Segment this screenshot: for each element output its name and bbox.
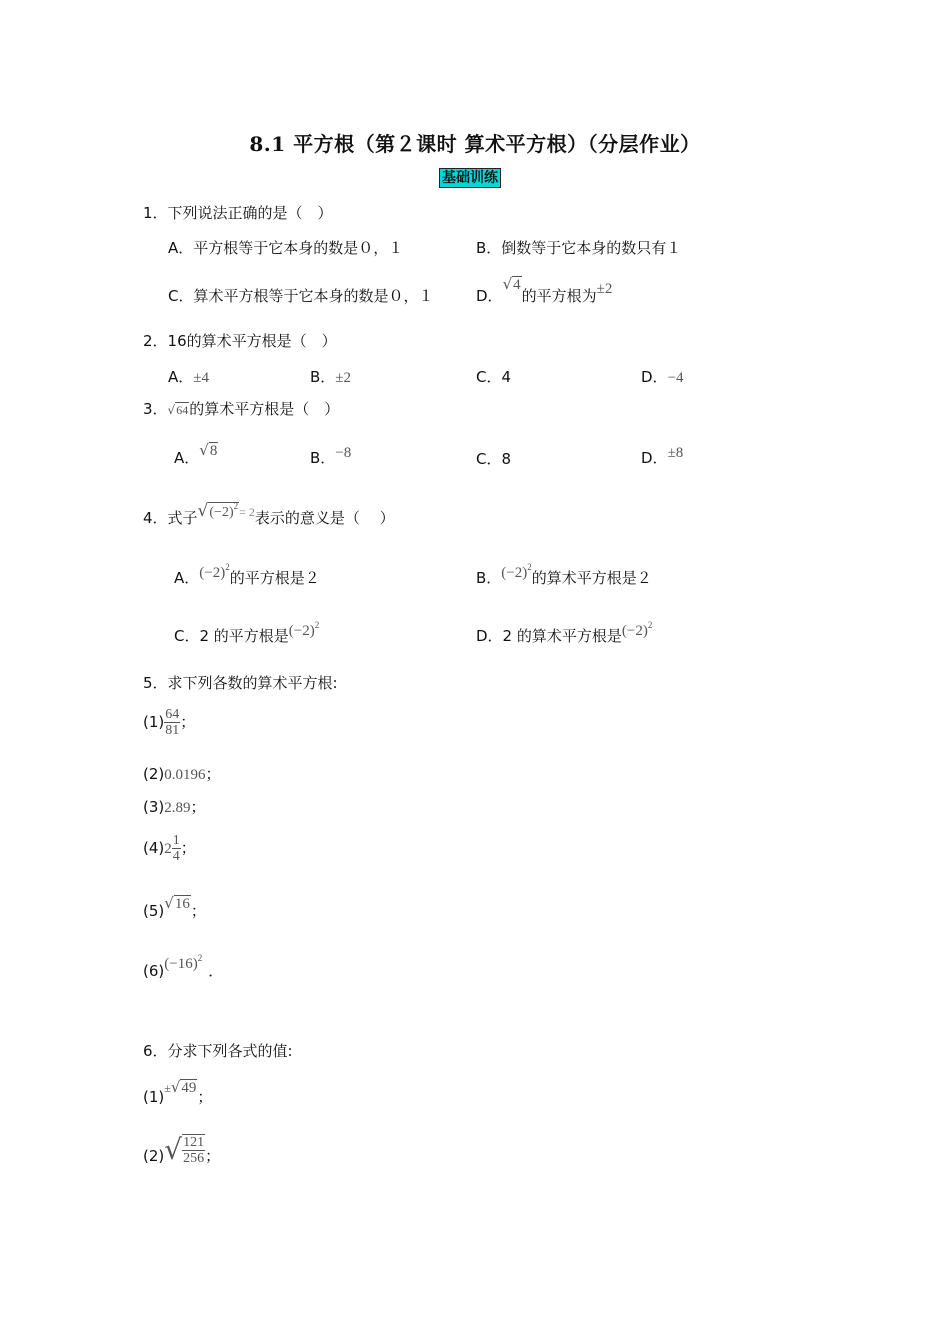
sqrt-expression: $√(-2)^2= 2$ [197, 501, 255, 521]
q4-option-d: D．2 的算术平方根是$(-2)^2$ [476, 620, 653, 645]
q2-stem: 2．16的算术平方根是（ ） [143, 332, 337, 350]
fraction: $\frac{64}{81}$ [165, 707, 180, 738]
q6-stem: 6．分求下列各式的值: [143, 1042, 293, 1060]
q5-item-5: (5)√16； [143, 894, 206, 920]
q5-item-1: (1) $\frac{64}{81}$ ； [143, 707, 196, 738]
q3-option-c: C．8 [476, 450, 512, 468]
q5-item-2: (2)0.0196； [143, 765, 221, 783]
q1-option-a: A．平方根等于它本身的数是０，１ [168, 239, 404, 257]
q2-option-c: C．4 [476, 368, 512, 386]
sqrt-expression: √4 [502, 275, 521, 293]
q4-option-c: C．2 的平方根是$(-2)^2$ [174, 620, 320, 645]
q6-item-1: (1)±√49； [143, 1078, 213, 1106]
q3-option-d: D．±8 [641, 445, 684, 467]
q2-option-b: B．±2 [310, 368, 352, 386]
q3-option-a: A．√8 [174, 441, 218, 467]
q5-item-6: $(6)(-16)^2$． [143, 953, 224, 980]
fraction: $\frac{1}{4}$ [172, 833, 180, 864]
q3-option-b: B．−8 [310, 445, 352, 467]
q1-option-c: C．算术平方根等于它本身的数是０，１ [168, 287, 434, 305]
fraction: $\frac{121}{256}$ [183, 1135, 205, 1166]
q4-option-b: B．$(-2)^2$的算术平方根是２ [476, 562, 652, 587]
q5-stem: 5．求下列各数的算术平方根: [143, 674, 338, 692]
q6-item-2: (2)√ $\frac{121}{256}$ ； [143, 1133, 221, 1166]
q2-option-d: D．−4 [641, 368, 684, 386]
q1-option-d: D．√4的平方根为±2 [476, 275, 613, 305]
page-title: 8.1 平方根（第２课时 算术平方根）（分层作业） [249, 132, 701, 156]
section-badge: 基础训练 [439, 168, 501, 188]
q4-stem: 4．式子$√(-2)^2= 2$表示的意义是（ ） [143, 501, 395, 527]
q2-option-a: A．±4 [168, 368, 209, 386]
q4-option-a: A．$(-2)^2$的平方根是２ [174, 562, 320, 587]
q3-stem: 3．√64的算术平方根是（ ） [143, 400, 340, 418]
q1-option-b: B．倒数等于它本身的数只有１ [476, 239, 682, 257]
q5-item-4: (4)2 $\frac{1}{4}$ ； [143, 833, 196, 864]
q5-item-3: (3)2.89； [143, 798, 206, 816]
q1-stem: 1．下列说法正确的是（ ） [143, 204, 333, 222]
